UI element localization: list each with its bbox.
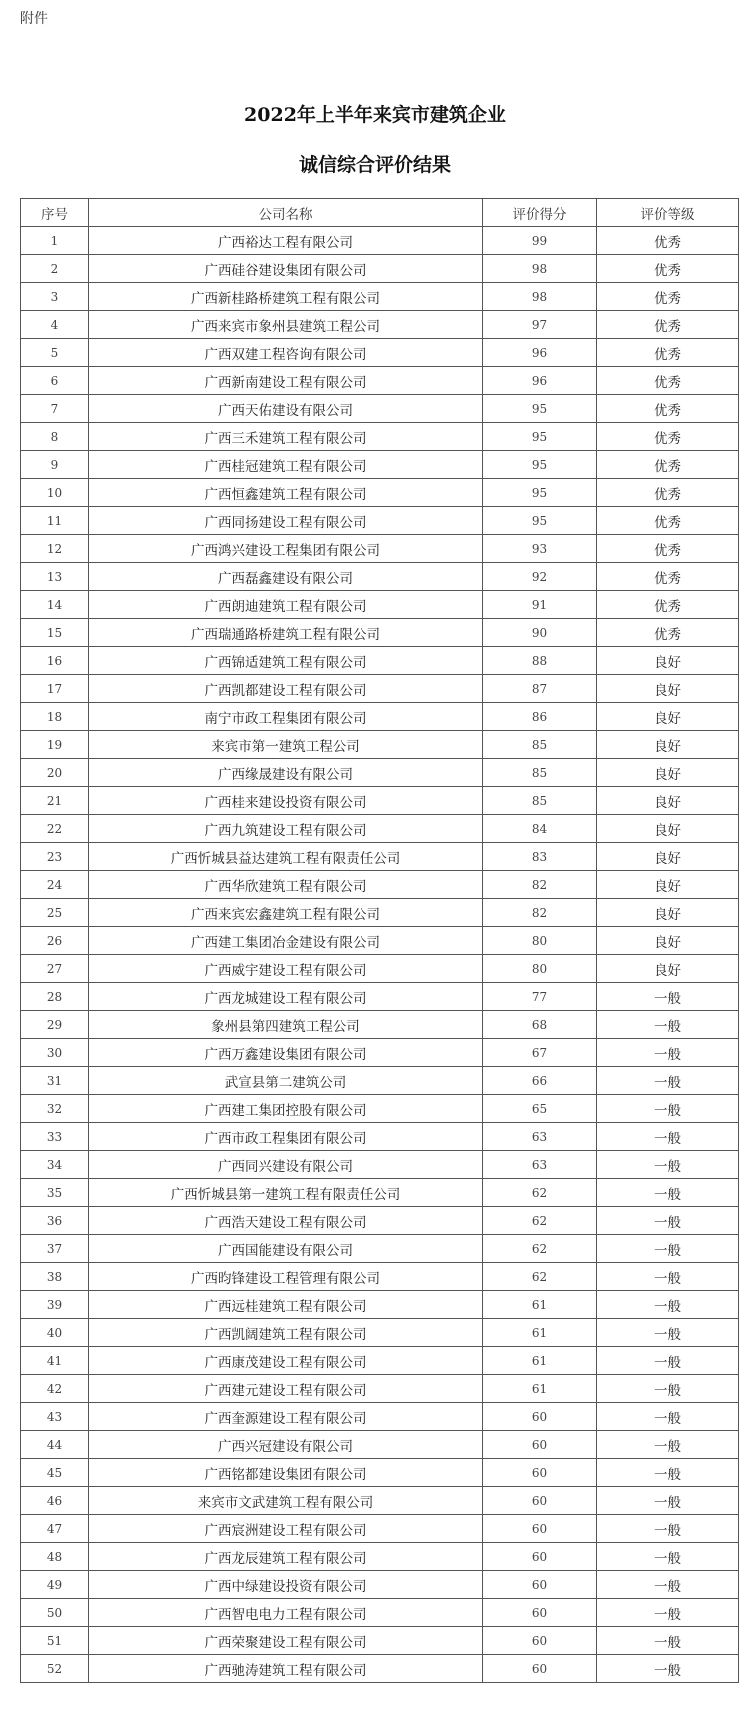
- score-cell: 85: [483, 787, 597, 815]
- document-title: 2022年上半年来宾市建筑企业: [244, 104, 506, 126]
- table-row: [21, 1347, 739, 1375]
- company-name-cell: 广西昀锋建设工程管理有限公司: [89, 1263, 483, 1291]
- company-name-cell: 广西新南建设工程有限公司: [89, 367, 483, 395]
- score-cell: 88: [483, 647, 597, 675]
- table-row: [21, 1487, 739, 1515]
- table-row: [21, 255, 739, 283]
- score-cell: 96: [483, 339, 597, 367]
- grade-cell: 一般: [597, 1543, 739, 1571]
- serial-number-cell: 2: [21, 255, 89, 283]
- grade-cell: 良好: [597, 815, 739, 843]
- company-name-cell: 广西天佑建设有限公司: [89, 395, 483, 423]
- serial-number-cell: 41: [21, 1347, 89, 1375]
- table-row: [21, 1263, 739, 1291]
- grade-cell: 良好: [597, 871, 739, 899]
- company-name-cell: 广西恒鑫建筑工程有限公司: [89, 479, 483, 507]
- serial-number-cell: 3: [21, 283, 89, 311]
- serial-number-cell: 24: [21, 871, 89, 899]
- company-name-cell: 广西铭都建设集团有限公司: [89, 1459, 483, 1487]
- serial-number-cell: 16: [21, 647, 89, 675]
- company-name-cell: 广西宸洲建设工程有限公司: [89, 1515, 483, 1543]
- company-name-cell: 广西磊鑫建设有限公司: [89, 563, 483, 591]
- grade-cell: 优秀: [597, 563, 739, 591]
- serial-number-cell: 32: [21, 1095, 89, 1123]
- company-name-cell: 广西桂冠建筑工程有限公司: [89, 451, 483, 479]
- grade-cell: 优秀: [597, 395, 739, 423]
- company-name-cell: 广西硅谷建设集团有限公司: [89, 255, 483, 283]
- serial-number-cell: 9: [21, 451, 89, 479]
- serial-number-cell: 22: [21, 815, 89, 843]
- score-cell: 95: [483, 423, 597, 451]
- table-row: [21, 899, 739, 927]
- score-cell: 83: [483, 843, 597, 871]
- score-cell: 60: [483, 1627, 597, 1655]
- table-row: [21, 1543, 739, 1571]
- serial-number-cell: 13: [21, 563, 89, 591]
- score-cell: 61: [483, 1375, 597, 1403]
- company-name-cell: 象州县第四建筑工程公司: [89, 1011, 483, 1039]
- serial-number-cell: 12: [21, 535, 89, 563]
- company-name-cell: 广西市政工程集团有限公司: [89, 1123, 483, 1151]
- score-cell: 84: [483, 815, 597, 843]
- company-name-cell: 广西朗迪建筑工程有限公司: [89, 591, 483, 619]
- table-row: [21, 283, 739, 311]
- serial-number-cell: 6: [21, 367, 89, 395]
- grade-cell: 良好: [597, 759, 739, 787]
- score-cell: 80: [483, 927, 597, 955]
- serial-number-cell: 46: [21, 1487, 89, 1515]
- table-row: [21, 927, 739, 955]
- grade-cell: 一般: [597, 1487, 739, 1515]
- score-cell: 62: [483, 1179, 597, 1207]
- grade-cell: 优秀: [597, 283, 739, 311]
- table-row: [21, 227, 739, 255]
- serial-number-cell: 10: [21, 479, 89, 507]
- score-cell: 61: [483, 1319, 597, 1347]
- header-score: 评价得分: [483, 199, 597, 227]
- serial-number-cell: 28: [21, 983, 89, 1011]
- grade-cell: 优秀: [597, 339, 739, 367]
- score-cell: 65: [483, 1095, 597, 1123]
- grade-cell: 一般: [597, 1123, 739, 1151]
- table-row: [21, 339, 739, 367]
- table-row: [21, 675, 739, 703]
- company-name-cell: 广西远桂建筑工程有限公司: [89, 1291, 483, 1319]
- score-cell: 96: [483, 367, 597, 395]
- score-cell: 60: [483, 1655, 597, 1683]
- table-row: [21, 1431, 739, 1459]
- table-row: [21, 1123, 739, 1151]
- grade-cell: 一般: [597, 1431, 739, 1459]
- serial-number-cell: 50: [21, 1599, 89, 1627]
- company-name-cell: 来宾市第一建筑工程公司: [89, 731, 483, 759]
- score-cell: 95: [483, 479, 597, 507]
- company-name-cell: 广西来宾宏鑫建筑工程有限公司: [89, 899, 483, 927]
- grade-cell: 优秀: [597, 255, 739, 283]
- grade-cell: 一般: [597, 1095, 739, 1123]
- company-name-cell: 广西国能建设有限公司: [89, 1235, 483, 1263]
- score-cell: 87: [483, 675, 597, 703]
- serial-number-cell: 42: [21, 1375, 89, 1403]
- serial-number-cell: 51: [21, 1627, 89, 1655]
- grade-cell: 一般: [597, 1207, 739, 1235]
- company-name-cell: 广西凯都建设工程有限公司: [89, 675, 483, 703]
- table-row: [21, 563, 739, 591]
- score-cell: 60: [483, 1571, 597, 1599]
- table-row: [21, 1375, 739, 1403]
- score-cell: 82: [483, 899, 597, 927]
- grade-cell: 良好: [597, 955, 739, 983]
- score-cell: 98: [483, 255, 597, 283]
- table-header-row: [21, 199, 739, 227]
- score-cell: 63: [483, 1123, 597, 1151]
- table-row: [21, 619, 739, 647]
- serial-number-cell: 21: [21, 787, 89, 815]
- serial-number-cell: 37: [21, 1235, 89, 1263]
- score-cell: 95: [483, 451, 597, 479]
- grade-cell: 一般: [597, 1011, 739, 1039]
- grade-cell: 一般: [597, 1291, 739, 1319]
- score-cell: 60: [483, 1459, 597, 1487]
- grade-cell: 一般: [597, 1067, 739, 1095]
- serial-number-cell: 29: [21, 1011, 89, 1039]
- grade-cell: 一般: [597, 1599, 739, 1627]
- company-name-cell: 广西龙辰建筑工程有限公司: [89, 1543, 483, 1571]
- table-row: [21, 787, 739, 815]
- table-row: [21, 1655, 739, 1683]
- grade-cell: 优秀: [597, 619, 739, 647]
- grade-cell: 一般: [597, 1319, 739, 1347]
- serial-number-cell: 35: [21, 1179, 89, 1207]
- score-cell: 60: [483, 1487, 597, 1515]
- table-row: [21, 591, 739, 619]
- header-grade: 评价等级: [597, 199, 739, 227]
- score-cell: 60: [483, 1599, 597, 1627]
- grade-cell: 良好: [597, 647, 739, 675]
- score-cell: 63: [483, 1151, 597, 1179]
- company-name-cell: 南宁市政工程集团有限公司: [89, 703, 483, 731]
- table-row: [21, 367, 739, 395]
- evaluation-results-table: [20, 198, 739, 1683]
- grade-cell: 优秀: [597, 227, 739, 255]
- company-name-cell: 广西锦适建筑工程有限公司: [89, 647, 483, 675]
- table-row: [21, 507, 739, 535]
- company-name-cell: 广西智电电力工程有限公司: [89, 1599, 483, 1627]
- company-name-cell: 广西新桂路桥建筑工程有限公司: [89, 283, 483, 311]
- serial-number-cell: 36: [21, 1207, 89, 1235]
- table-row: [21, 815, 739, 843]
- company-name-cell: 广西瑞通路桥建筑工程有限公司: [89, 619, 483, 647]
- grade-cell: 良好: [597, 787, 739, 815]
- company-name-cell: 广西桂来建设投资有限公司: [89, 787, 483, 815]
- serial-number-cell: 4: [21, 311, 89, 339]
- serial-number-cell: 33: [21, 1123, 89, 1151]
- grade-cell: 一般: [597, 1347, 739, 1375]
- table-body: [21, 227, 739, 1683]
- table-row: [21, 759, 739, 787]
- table-row: [21, 1151, 739, 1179]
- serial-number-cell: 48: [21, 1543, 89, 1571]
- table-row: [21, 1011, 739, 1039]
- serial-number-cell: 26: [21, 927, 89, 955]
- grade-cell: 一般: [597, 1263, 739, 1291]
- table-row: [21, 479, 739, 507]
- score-cell: 92: [483, 563, 597, 591]
- serial-number-cell: 23: [21, 843, 89, 871]
- company-name-cell: 广西同兴建设有限公司: [89, 1151, 483, 1179]
- table-row: [21, 647, 739, 675]
- grade-cell: 一般: [597, 1179, 739, 1207]
- table-row: [21, 843, 739, 871]
- grade-cell: 一般: [597, 1515, 739, 1543]
- serial-number-cell: 20: [21, 759, 89, 787]
- grade-cell: 一般: [597, 1655, 739, 1683]
- serial-number-cell: 49: [21, 1571, 89, 1599]
- company-name-cell: 广西建元建设工程有限公司: [89, 1375, 483, 1403]
- score-cell: 62: [483, 1207, 597, 1235]
- serial-number-cell: 11: [21, 507, 89, 535]
- serial-number-cell: 44: [21, 1431, 89, 1459]
- table-row: [21, 1627, 739, 1655]
- company-name-cell: 广西万鑫建设集团有限公司: [89, 1039, 483, 1067]
- grade-cell: 优秀: [597, 479, 739, 507]
- table-row: [21, 395, 739, 423]
- table-row: [21, 983, 739, 1011]
- grade-cell: 一般: [597, 1403, 739, 1431]
- company-name-cell: 广西来宾市象州县建筑工程公司: [89, 311, 483, 339]
- score-cell: 67: [483, 1039, 597, 1067]
- score-cell: 80: [483, 955, 597, 983]
- serial-number-cell: 15: [21, 619, 89, 647]
- grade-cell: 良好: [597, 675, 739, 703]
- serial-number-cell: 52: [21, 1655, 89, 1683]
- table-row: [21, 1067, 739, 1095]
- grade-cell: 一般: [597, 1151, 739, 1179]
- serial-number-cell: 30: [21, 1039, 89, 1067]
- serial-number-cell: 45: [21, 1459, 89, 1487]
- grade-cell: 优秀: [597, 311, 739, 339]
- company-name-cell: 广西三禾建筑工程有限公司: [89, 423, 483, 451]
- score-cell: 60: [483, 1431, 597, 1459]
- score-cell: 62: [483, 1263, 597, 1291]
- score-cell: 60: [483, 1543, 597, 1571]
- score-cell: 60: [483, 1515, 597, 1543]
- score-cell: 60: [483, 1403, 597, 1431]
- score-cell: 85: [483, 759, 597, 787]
- grade-cell: 一般: [597, 1459, 739, 1487]
- table-row: [21, 871, 739, 899]
- company-name-cell: 广西华欣建筑工程有限公司: [89, 871, 483, 899]
- score-cell: 90: [483, 619, 597, 647]
- serial-number-cell: 27: [21, 955, 89, 983]
- company-name-cell: 广西中绿建设投资有限公司: [89, 1571, 483, 1599]
- header-serial-number: 序号: [21, 199, 89, 227]
- company-name-cell: 广西裕达工程有限公司: [89, 227, 483, 255]
- serial-number-cell: 43: [21, 1403, 89, 1431]
- attachment-label: 附件: [20, 11, 48, 27]
- score-cell: 95: [483, 507, 597, 535]
- grade-cell: 一般: [597, 1375, 739, 1403]
- serial-number-cell: 34: [21, 1151, 89, 1179]
- grade-cell: 优秀: [597, 423, 739, 451]
- score-cell: 99: [483, 227, 597, 255]
- serial-number-cell: 18: [21, 703, 89, 731]
- company-name-cell: 广西九筑建设工程有限公司: [89, 815, 483, 843]
- score-cell: 91: [483, 591, 597, 619]
- table-row: [21, 1599, 739, 1627]
- grade-cell: 良好: [597, 703, 739, 731]
- serial-number-cell: 38: [21, 1263, 89, 1291]
- company-name-cell: 广西忻城县益达建筑工程有限责任公司: [89, 843, 483, 871]
- grade-cell: 优秀: [597, 451, 739, 479]
- company-name-cell: 广西双建工程咨询有限公司: [89, 339, 483, 367]
- serial-number-cell: 14: [21, 591, 89, 619]
- grade-cell: 一般: [597, 1235, 739, 1263]
- grade-cell: 优秀: [597, 367, 739, 395]
- score-cell: 82: [483, 871, 597, 899]
- company-name-cell: 广西建工集团冶金建设有限公司: [89, 927, 483, 955]
- grade-cell: 一般: [597, 983, 739, 1011]
- serial-number-cell: 1: [21, 227, 89, 255]
- table-row: [21, 1235, 739, 1263]
- company-name-cell: 广西浩天建设工程有限公司: [89, 1207, 483, 1235]
- score-cell: 61: [483, 1291, 597, 1319]
- score-cell: 77: [483, 983, 597, 1011]
- score-cell: 68: [483, 1011, 597, 1039]
- grade-cell: 优秀: [597, 507, 739, 535]
- header-company-name: 公司名称: [89, 199, 483, 227]
- grade-cell: 一般: [597, 1627, 739, 1655]
- score-cell: 93: [483, 535, 597, 563]
- serial-number-cell: 5: [21, 339, 89, 367]
- table-row: [21, 311, 739, 339]
- table-row: [21, 1291, 739, 1319]
- serial-number-cell: 31: [21, 1067, 89, 1095]
- score-cell: 98: [483, 283, 597, 311]
- company-name-cell: 广西缘晟建设有限公司: [89, 759, 483, 787]
- grade-cell: 良好: [597, 927, 739, 955]
- grade-cell: 优秀: [597, 535, 739, 563]
- serial-number-cell: 8: [21, 423, 89, 451]
- table-row: [21, 731, 739, 759]
- table-row: [21, 423, 739, 451]
- score-cell: 62: [483, 1235, 597, 1263]
- table-row: [21, 1403, 739, 1431]
- table-row: [21, 1571, 739, 1599]
- company-name-cell: 广西威宇建设工程有限公司: [89, 955, 483, 983]
- company-name-cell: 广西康茂建设工程有限公司: [89, 1347, 483, 1375]
- grade-cell: 良好: [597, 731, 739, 759]
- company-name-cell: 广西忻城县第一建筑工程有限责任公司: [89, 1179, 483, 1207]
- score-cell: 61: [483, 1347, 597, 1375]
- table-row: [21, 1095, 739, 1123]
- table-row: [21, 1179, 739, 1207]
- company-name-cell: 广西驰涛建筑工程有限公司: [89, 1655, 483, 1683]
- company-name-cell: 广西荣聚建设工程有限公司: [89, 1627, 483, 1655]
- grade-cell: 优秀: [597, 591, 739, 619]
- document-subtitle: 诚信综合评价结果: [298, 154, 451, 176]
- company-name-cell: 广西建工集团控股有限公司: [89, 1095, 483, 1123]
- serial-number-cell: 39: [21, 1291, 89, 1319]
- grade-cell: 一般: [597, 1039, 739, 1067]
- grade-cell: 良好: [597, 843, 739, 871]
- company-name-cell: 广西龙城建设工程有限公司: [89, 983, 483, 1011]
- company-name-cell: 广西奎源建设工程有限公司: [89, 1403, 483, 1431]
- grade-cell: 一般: [597, 1571, 739, 1599]
- score-cell: 66: [483, 1067, 597, 1095]
- table-row: [21, 451, 739, 479]
- company-name-cell: 武宣县第二建筑公司: [89, 1067, 483, 1095]
- company-name-cell: 广西鸿兴建设工程集团有限公司: [89, 535, 483, 563]
- serial-number-cell: 40: [21, 1319, 89, 1347]
- table-row: [21, 1319, 739, 1347]
- serial-number-cell: 17: [21, 675, 89, 703]
- score-cell: 97: [483, 311, 597, 339]
- serial-number-cell: 7: [21, 395, 89, 423]
- grade-cell: 良好: [597, 899, 739, 927]
- company-name-cell: 广西凯阔建筑工程有限公司: [89, 1319, 483, 1347]
- score-cell: 86: [483, 703, 597, 731]
- serial-number-cell: 25: [21, 899, 89, 927]
- company-name-cell: 广西兴冠建设有限公司: [89, 1431, 483, 1459]
- table-row: [21, 1459, 739, 1487]
- table-row: [21, 703, 739, 731]
- score-cell: 95: [483, 395, 597, 423]
- table-row: [21, 1515, 739, 1543]
- company-name-cell: 来宾市文武建筑工程有限公司: [89, 1487, 483, 1515]
- table-row: [21, 1207, 739, 1235]
- table-row: [21, 955, 739, 983]
- table-row: [21, 1039, 739, 1067]
- serial-number-cell: 47: [21, 1515, 89, 1543]
- company-name-cell: 广西同扬建设工程有限公司: [89, 507, 483, 535]
- score-cell: 85: [483, 731, 597, 759]
- table-row: [21, 535, 739, 563]
- serial-number-cell: 19: [21, 731, 89, 759]
